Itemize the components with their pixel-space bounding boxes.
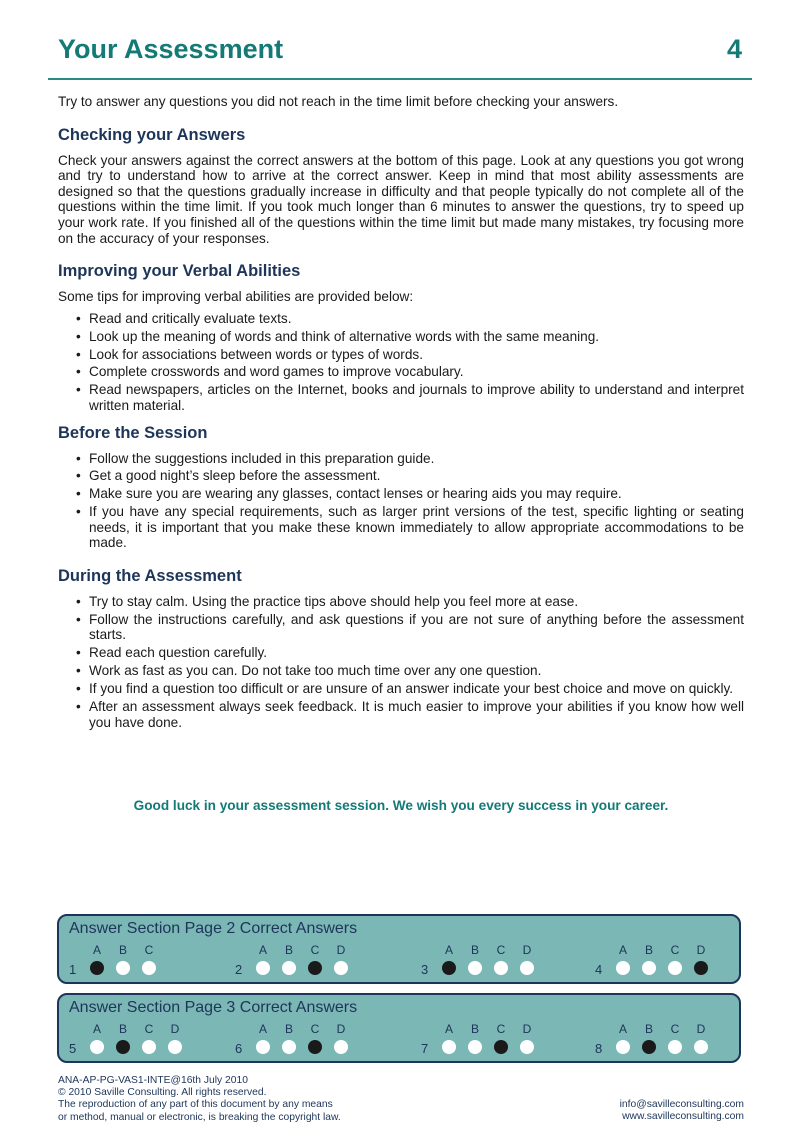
list-item-text: After an assessment always seek feedback. It is much easier to improve your abilities if you know how well you have done. bbox=[89, 699, 744, 730]
section-body-checking: Check your answers against the correct answers at the bottom of this page. Look at any questions you got wrong and try to understand how to arrive at the correct answer. Keep in mind that most ability assessments are designed so that the questions gradually increase in difficulty and that people typically do not complete all of the questions within the time limit. If you took much longer than 6 minutes to answer the questions, try to speed up your work rate. If you finished all of the questions within the time limit but made many mistakes, try focusing more on the accuracy of your responses. bbox=[58, 152, 744, 246]
option-letter: D bbox=[336, 1022, 346, 1036]
option-letters bbox=[610, 1022, 714, 1036]
tips-list-improving bbox=[58, 311, 744, 414]
option-letter: C bbox=[496, 1022, 506, 1036]
tips-list-during bbox=[58, 594, 744, 730]
correct-answer-bubble bbox=[442, 961, 456, 975]
list-item bbox=[58, 382, 744, 413]
question-number: 2 bbox=[235, 962, 243, 977]
answer-bubbles bbox=[610, 961, 714, 979]
list-item-text: If you find a question too difficult or are unsure of an answer indicate your best choice and move on quickly. bbox=[89, 681, 734, 697]
answer-bubble bbox=[282, 1040, 296, 1054]
answer-bubble bbox=[168, 1040, 182, 1054]
list-item bbox=[58, 504, 744, 551]
main-content bbox=[58, 94, 744, 732]
option-letter: C bbox=[144, 1022, 154, 1036]
option-letter: A bbox=[444, 1022, 453, 1036]
option-letter: B bbox=[284, 943, 293, 957]
correct-answer-bubble bbox=[494, 1040, 508, 1054]
answer-bubble bbox=[468, 961, 482, 975]
contact-website: www.savilleconsulting.com bbox=[622, 1111, 744, 1123]
bullet-icon: • bbox=[76, 346, 81, 362]
copyright-notice-line1: The reproduction of any part of this document by any means bbox=[58, 1099, 333, 1111]
option-letter: A bbox=[618, 1022, 627, 1036]
question-number: 7 bbox=[421, 1041, 429, 1056]
page-title: Your Assessment bbox=[58, 34, 284, 64]
page-header bbox=[48, 30, 752, 80]
option-letter: C bbox=[144, 943, 154, 957]
question-number: 5 bbox=[69, 1041, 77, 1056]
bullet-icon: • bbox=[76, 310, 81, 326]
correct-answer-bubble bbox=[694, 961, 708, 975]
option-letters bbox=[250, 1022, 354, 1036]
answer-bubble bbox=[334, 961, 348, 975]
list-item-text: Read and critically evaluate texts. bbox=[89, 310, 292, 326]
option-letter: A bbox=[444, 943, 453, 957]
answer-bubble bbox=[616, 1040, 630, 1054]
list-item bbox=[58, 645, 744, 661]
option-letter: D bbox=[696, 1022, 706, 1036]
list-item-text: Follow the instructions carefully, and ask questions if you are not sure of anything before the assessment starts. bbox=[89, 611, 744, 643]
list-item bbox=[58, 311, 744, 327]
option-letter: D bbox=[170, 1022, 180, 1036]
answer-bubble bbox=[520, 1040, 534, 1054]
option-letter: C bbox=[310, 943, 320, 957]
page-number: 4 bbox=[726, 34, 742, 64]
section-heading-during: During the Assessment bbox=[58, 566, 242, 585]
bullet-icon: • bbox=[76, 663, 81, 679]
list-item-text: Look for associations between words or types of words. bbox=[89, 346, 423, 362]
option-letters bbox=[436, 943, 540, 957]
list-item bbox=[58, 347, 744, 363]
answer-section-title: Answer Section Page 2 Correct Answers bbox=[69, 920, 358, 937]
answer-bubble bbox=[642, 961, 656, 975]
list-item-text: Work as fast as you can. Do not take too much time over any one question. bbox=[89, 663, 542, 679]
answer-bubbles bbox=[436, 961, 540, 979]
answer-bubble bbox=[142, 961, 156, 975]
correct-answer-bubble bbox=[116, 1040, 130, 1054]
option-letters bbox=[610, 943, 714, 957]
bullet-icon: • bbox=[76, 328, 81, 344]
section-heading-checking: Checking your Answers bbox=[58, 125, 246, 144]
answer-bubble bbox=[468, 1040, 482, 1054]
correct-answer-bubble bbox=[308, 961, 322, 975]
answer-bubble bbox=[256, 961, 270, 975]
option-letter: A bbox=[258, 943, 267, 957]
bullet-icon: • bbox=[76, 364, 81, 380]
list-item-text: Read newspapers, articles on the Internet, books and journals to improve ability to understand and interpret written material. bbox=[89, 382, 744, 413]
list-item-text: Follow the suggestions included in this preparation guide. bbox=[89, 450, 435, 466]
list-item bbox=[58, 594, 744, 610]
answer-bubble bbox=[616, 961, 630, 975]
document-code: ANA-AP-PG-VAS1-INTE@16th July 2010 bbox=[58, 1075, 248, 1086]
bullet-icon: • bbox=[76, 468, 81, 484]
option-letters bbox=[84, 943, 162, 957]
option-letters bbox=[436, 1022, 540, 1036]
section-intro-improving: Some tips for improving verbal abilities are provided below: bbox=[58, 289, 414, 305]
option-letter: D bbox=[522, 1022, 532, 1036]
bullet-icon: • bbox=[76, 645, 81, 661]
question-number: 6 bbox=[235, 1041, 243, 1056]
answer-section-page3 bbox=[57, 993, 741, 1063]
option-letter: D bbox=[522, 943, 532, 957]
section-heading-before: Before the Session bbox=[58, 423, 208, 442]
answer-bubbles bbox=[610, 1040, 714, 1058]
answer-bubble bbox=[282, 961, 296, 975]
list-item-text: Complete crosswords and word games to improve vocabulary. bbox=[89, 364, 464, 380]
contact-email: info@savilleconsulting.com bbox=[619, 1099, 744, 1110]
answer-bubble bbox=[90, 1040, 104, 1054]
answer-bubble bbox=[494, 961, 508, 975]
correct-answer-bubble bbox=[90, 961, 104, 975]
list-item bbox=[58, 364, 744, 380]
list-item-text: Make sure you are wearing any glasses, contact lenses or hearing aids you may require. bbox=[89, 486, 622, 502]
list-item-text: Try to stay calm. Using the practice tips above should help you feel more at ease. bbox=[89, 593, 579, 609]
option-letter: A bbox=[92, 1022, 101, 1036]
answer-bubbles bbox=[84, 1040, 188, 1058]
answer-section-page2 bbox=[57, 914, 741, 984]
list-item bbox=[58, 451, 744, 467]
option-letter: C bbox=[670, 943, 680, 957]
option-letter: D bbox=[336, 943, 346, 957]
answer-bubble bbox=[668, 1040, 682, 1054]
question-number: 3 bbox=[421, 962, 429, 977]
bullet-icon: • bbox=[76, 699, 81, 714]
bullet-icon: • bbox=[76, 450, 81, 466]
good-luck-message: Good luck in your assessment session. We wish you every success in your career. bbox=[133, 798, 669, 813]
list-item-text: Look up the meaning of words and think of alternative words with the same meaning. bbox=[89, 328, 600, 344]
option-letter: C bbox=[670, 1022, 680, 1036]
option-letter: B bbox=[118, 1022, 127, 1036]
answer-section-title: Answer Section Page 3 Correct Answers bbox=[69, 999, 358, 1016]
list-item bbox=[58, 663, 744, 679]
option-letter: C bbox=[310, 1022, 320, 1036]
option-letter: A bbox=[618, 943, 627, 957]
option-letters bbox=[250, 943, 354, 957]
answer-bubble bbox=[520, 961, 534, 975]
option-letter: B bbox=[644, 1022, 653, 1036]
option-letter: A bbox=[258, 1022, 267, 1036]
bullet-icon: • bbox=[76, 681, 81, 697]
option-letter: B bbox=[470, 943, 479, 957]
answer-bubble bbox=[142, 1040, 156, 1054]
option-letter: D bbox=[696, 943, 706, 957]
correct-answer-bubble bbox=[308, 1040, 322, 1054]
option-letters bbox=[84, 1022, 188, 1036]
option-letter: C bbox=[496, 943, 506, 957]
answer-bubble bbox=[334, 1040, 348, 1054]
option-letter: A bbox=[92, 943, 101, 957]
list-item bbox=[58, 612, 744, 643]
list-item bbox=[58, 468, 744, 484]
list-item bbox=[58, 329, 744, 345]
bullet-icon: • bbox=[76, 382, 81, 398]
answer-bubbles bbox=[84, 961, 162, 979]
answer-bubble bbox=[668, 961, 682, 975]
answer-bubble bbox=[256, 1040, 270, 1054]
bullet-icon: • bbox=[76, 486, 81, 502]
question-number: 1 bbox=[69, 962, 77, 977]
list-item bbox=[58, 699, 744, 730]
answer-bubbles bbox=[250, 1040, 354, 1058]
answer-bubbles bbox=[250, 961, 354, 979]
answer-bubble bbox=[116, 961, 130, 975]
section-heading-improving: Improving your Verbal Abilities bbox=[58, 262, 301, 281]
option-letter: B bbox=[470, 1022, 479, 1036]
tips-list-before bbox=[58, 451, 744, 551]
answer-bubble bbox=[442, 1040, 456, 1054]
option-letter: B bbox=[118, 943, 127, 957]
copyright-notice-line2: or method, manual or electronic, is breaking the copyright law. bbox=[58, 1111, 341, 1123]
option-letter: B bbox=[284, 1022, 293, 1036]
list-item bbox=[58, 681, 744, 697]
correct-answer-bubble bbox=[642, 1040, 656, 1054]
answer-bubble bbox=[694, 1040, 708, 1054]
bullet-icon: • bbox=[76, 593, 81, 609]
list-item-text: If you have any special requirements, such as larger print versions of the test, specific lighting or seating needs, it is important that you make these known immediately to allow appropriate accommodations to be made. bbox=[89, 504, 744, 551]
option-letter: B bbox=[644, 943, 653, 957]
bullet-icon: • bbox=[76, 611, 81, 627]
copyright-line: © 2010 Saville Consulting. All rights reserved. bbox=[58, 1087, 267, 1099]
intro-text: Try to answer any questions you did not reach in the time limit before checking your answers. bbox=[58, 94, 619, 109]
bullet-icon: • bbox=[76, 504, 81, 520]
question-number: 8 bbox=[595, 1041, 603, 1056]
list-item-text: Read each question carefully. bbox=[89, 645, 268, 661]
list-item bbox=[58, 486, 744, 502]
question-number: 4 bbox=[595, 962, 603, 977]
answer-bubbles bbox=[436, 1040, 540, 1058]
list-item-text: Get a good night’s sleep before the assessment. bbox=[89, 468, 381, 484]
